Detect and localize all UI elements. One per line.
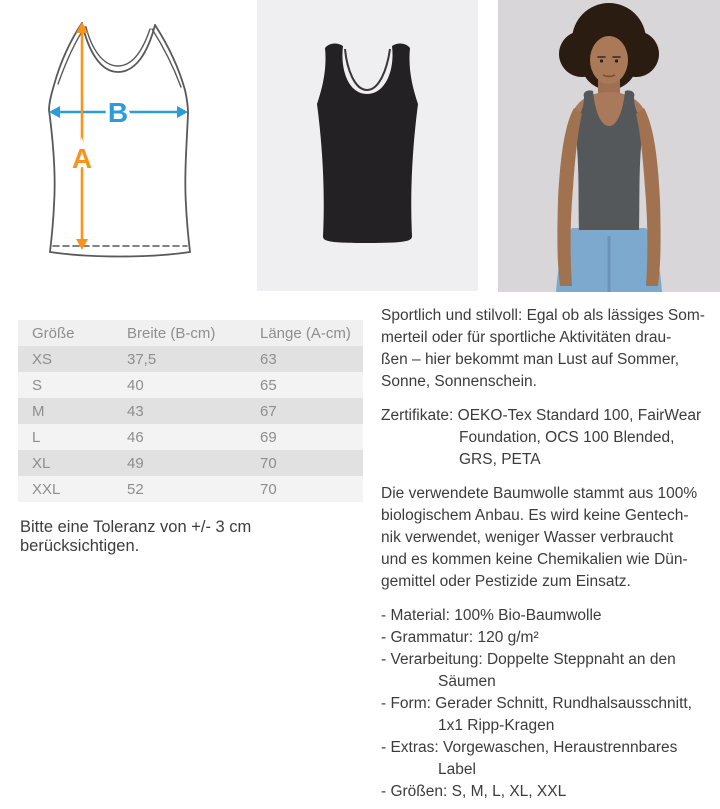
- table-row: [18, 372, 363, 398]
- column-header-size: Größe: [32, 324, 75, 342]
- size-cell: M: [32, 402, 45, 420]
- spec-item-continuation: 1x1 Ripp-Kragen: [438, 717, 555, 734]
- product-photo-black-tank: [257, 0, 478, 291]
- table-row: [18, 450, 363, 476]
- black-tank-image: [257, 0, 478, 291]
- spec-item: - Größen: S, M, L, XL, XXL: [381, 783, 567, 800]
- width-cell: 37,5: [127, 350, 157, 368]
- spec-item: - Grammatur: 120 g/m²: [381, 629, 539, 646]
- text-line: biologischem Anbau. Es wird keine Gentech-: [381, 507, 689, 524]
- size-cell: XS: [32, 350, 53, 368]
- product-photo-model: [498, 0, 720, 292]
- length-arrow-a: [72, 22, 92, 250]
- text-line: ßen – hier bekommt man Lust auf Sommer,: [381, 351, 680, 368]
- width-cell: 46: [127, 428, 144, 446]
- width-cell: 40: [127, 376, 144, 394]
- description-specs-list: [381, 605, 715, 803]
- size-chart-table: [18, 320, 363, 502]
- text-line: Foundation, OCS 100 Blended,: [459, 429, 675, 446]
- size-cell: XXL: [32, 480, 61, 498]
- width-cell: 49: [127, 454, 144, 472]
- length-cell: 70: [260, 480, 277, 498]
- spec-item: - Verarbeitung: Doppelte Steppnaht an den: [381, 651, 676, 668]
- text-line: nik verwendet, weniger Wasser verbraucht: [381, 529, 674, 546]
- width-arrow-b: [49, 97, 188, 128]
- text-line: Sportlich und stilvoll: Egal ob als lässiges Som-: [381, 307, 705, 324]
- width-cell: 43: [127, 402, 144, 420]
- spec-item-continuation: Säumen: [438, 673, 496, 690]
- table-row: [18, 424, 363, 450]
- width-label: B: [107, 97, 129, 128]
- spec-item: - Material: 100% Bio-Baumwolle: [381, 607, 602, 624]
- width-cell: 52: [127, 480, 144, 498]
- spec-item-continuation: Label: [438, 761, 476, 778]
- length-cell: 69: [260, 428, 277, 446]
- spec-item: - Extras: Vorgewaschen, Heraustrennbares: [381, 739, 678, 756]
- column-header-width: Breite (B-cm): [127, 324, 216, 342]
- text-line: gemittel oder Pestizide zum Einsatz.: [381, 573, 631, 590]
- table-row: [18, 476, 363, 502]
- text-line: Zertifikate: OEKO-Tex Standard 100, FairWear: [381, 407, 702, 424]
- table-row: [18, 398, 363, 424]
- size-cell: S: [32, 376, 43, 394]
- description-intro: [381, 305, 715, 393]
- description-cotton: [381, 483, 715, 593]
- spec-item: - Form: Gerader Schnitt, Rundhalsausschnitt,: [381, 695, 692, 712]
- length-cell: 65: [260, 376, 277, 394]
- table-row: [18, 346, 363, 372]
- length-cell: 67: [260, 402, 277, 420]
- size-cell: L: [32, 428, 41, 446]
- text-line: und es kommen keine Chemikalien wie Dün-: [381, 551, 688, 568]
- tank-top-outline-drawing: [30, 0, 230, 268]
- length-cell: 63: [260, 350, 277, 368]
- size-measurement-diagram: [30, 0, 230, 268]
- size-cell: XL: [32, 454, 51, 472]
- column-header-length: Länge (A-cm): [260, 324, 351, 342]
- length-cell: 70: [260, 454, 277, 472]
- product-description: [381, 305, 715, 803]
- text-line: merteil oder für sportliche Aktivitäten drau-: [381, 329, 672, 346]
- table-header-row: [18, 320, 363, 346]
- text-line: Die verwendete Baumwolle stammt aus 100%: [381, 485, 698, 502]
- model-jeans: [556, 228, 662, 292]
- text-line: Sonne, Sonnenschein.: [381, 373, 537, 390]
- model-wearing-tank-image: [498, 0, 720, 292]
- length-label: A: [71, 143, 93, 174]
- text-line: GRS, PETA: [459, 451, 541, 468]
- tolerance-note: Bitte eine Toleranz von +/- 3 cm berücksichtigen.: [20, 518, 252, 555]
- description-certificates: [381, 405, 715, 471]
